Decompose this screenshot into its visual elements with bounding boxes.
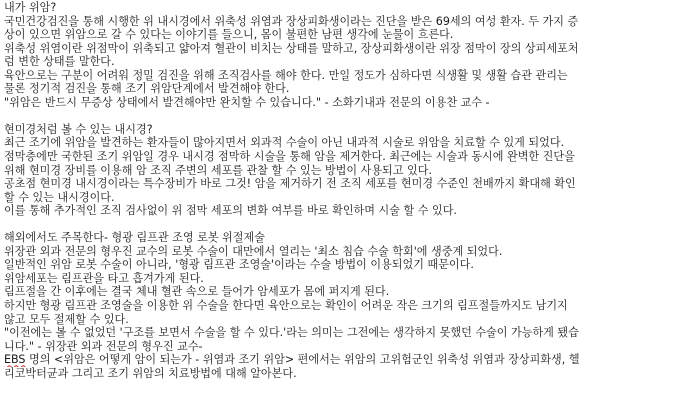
section-title-am: 내가 위암?	[4, 1, 57, 14]
paragraph-line: 하지만 형광 림프관 조영술을 이용한 위 수술을 한다면 육안으로는 확인이 어려운 작은 크기의 림프절들까지도 남기지	[4, 299, 568, 313]
blank-line	[4, 218, 697, 232]
paragraph-line: 육안으로는 구분이 어려워 정밀 검진을 위해 조직검사를 해야 한다. 만일 정도가 심하다면 식생활 및 생활 습관 관리는	[4, 68, 568, 82]
paragraph-line: 위암세포는 림프관을 타고 흡겨가게 된다.	[4, 271, 204, 285]
paragraph-line: 위축성 위염이란 위점막이 위축되고 얇아져 혈관이 비치는 상태를 말하고, 장상피화생이란 위장 점막이 장의 상피세포처	[4, 41, 579, 55]
ebs-line-rest: 명의 <위암은 어떻게 암이 되는가 - 위염과 조기 위암> 편에서는 위암의 고위험군인 위축성 위염과 장상피화생, 헬	[25, 353, 580, 367]
paragraph-line: 물론 정기적 검진을 통해 조기 위암단계에서 발견해야 한다.	[4, 82, 290, 96]
paragraph-line: 위해 현미경 장비를 이용해 암 조직 주변의 세포를 관찰 할 수 있는 방법이 사용되고 있다.	[4, 163, 432, 177]
paragraph-line: 리코박터균과 그리고 조기 위암의 치료방법에 대해 알아본다.	[4, 366, 297, 380]
blank-line	[4, 109, 697, 123]
quote-line: 니다." - 위장관 외과 전문의 형우진 교수-	[4, 339, 203, 353]
paragraph-line: 않고 모두 절제할 수 있다.	[4, 312, 129, 326]
paragraph-line: 점막층에만 국한된 조기 위암일 경우 내시경 점막하 시술을 통해 암을 제거한다. 최근에는 시술과 동시에 완벽한 진단을	[4, 150, 575, 164]
paragraph-line: 럼 변한 상태를 말한다.	[4, 55, 115, 69]
paragraph-line: 할 수 있는 내시경이다.	[4, 190, 115, 204]
quote-line: "이전에는 볼 수 없었던 '구조를 보면서 수술을 할 수 있다.'라는 의미는 그전에는 생각하지 못했던 수술이 가능하게 됐습	[4, 326, 579, 340]
paragraph-line: 최근 조기에 위암을 발견하는 환자들이 많아지면서 외과적 수술이 아닌 내과적 시술로 위암을 치료할 수 있게 되었다.	[4, 136, 565, 150]
paragraph-line: 공초점 현미경 내시경이라는 특수장비가 바로 그것! 암을 제거하기 전 조직 세포를 현미경 수준인 천배까지 확대해 확인	[4, 177, 576, 191]
paragraph-line: 일반적인 위암 로봇 수술이 아니라, '형광 림프관 조영술'이라는 수술 방법이 이용되었기 때문이다.	[4, 258, 474, 272]
quote-line: "위암은 반드시 무증상 상태에서 발견해야만 완치할 수 있습니다." - 소화기내과 전문의 이용찬 교수 -	[4, 95, 490, 109]
section-title-microscope: 현미경처럼 볼 수 있는 내시경?	[4, 122, 153, 136]
paragraph-line: 림프절을 간 이후에는 결국 체내 혈관 속으로 들어가 암세포가 몸에 퍼지게 된다.	[4, 285, 390, 299]
section-title-robot: 해외에서도 주목한다- 형광 림프관 조영 로봇 위절제술	[4, 231, 265, 245]
paragraph-line	[4, 353, 697, 367]
paragraph-line: 위장관 외과 전문의 형우진 교수의 로봇 수술이 대만에서 열리는 '최소 침습 수술 학회'에 생중계 되었다.	[4, 244, 503, 258]
paragraph-line: 국민건강검진을 통해 시행한 위 내시경에서 위축성 위염과 장상피화생이라는 진단을 받은 69세의 여성 환자. 두 가지 증	[4, 14, 579, 28]
ebs-word: EBS	[4, 353, 26, 367]
paragraph-line: 이를 통해 추가적인 조직 검사없이 위 점막 세포의 변화 여부를 바로 확인하며 시술 할 수 있다.	[4, 204, 457, 218]
paragraph-line: 상이 있으면 위암으로 갈 수 있다는 이야기를 들으니, 몸이 불편한 남편 생각에 눈물이 흐른다.	[4, 28, 454, 42]
